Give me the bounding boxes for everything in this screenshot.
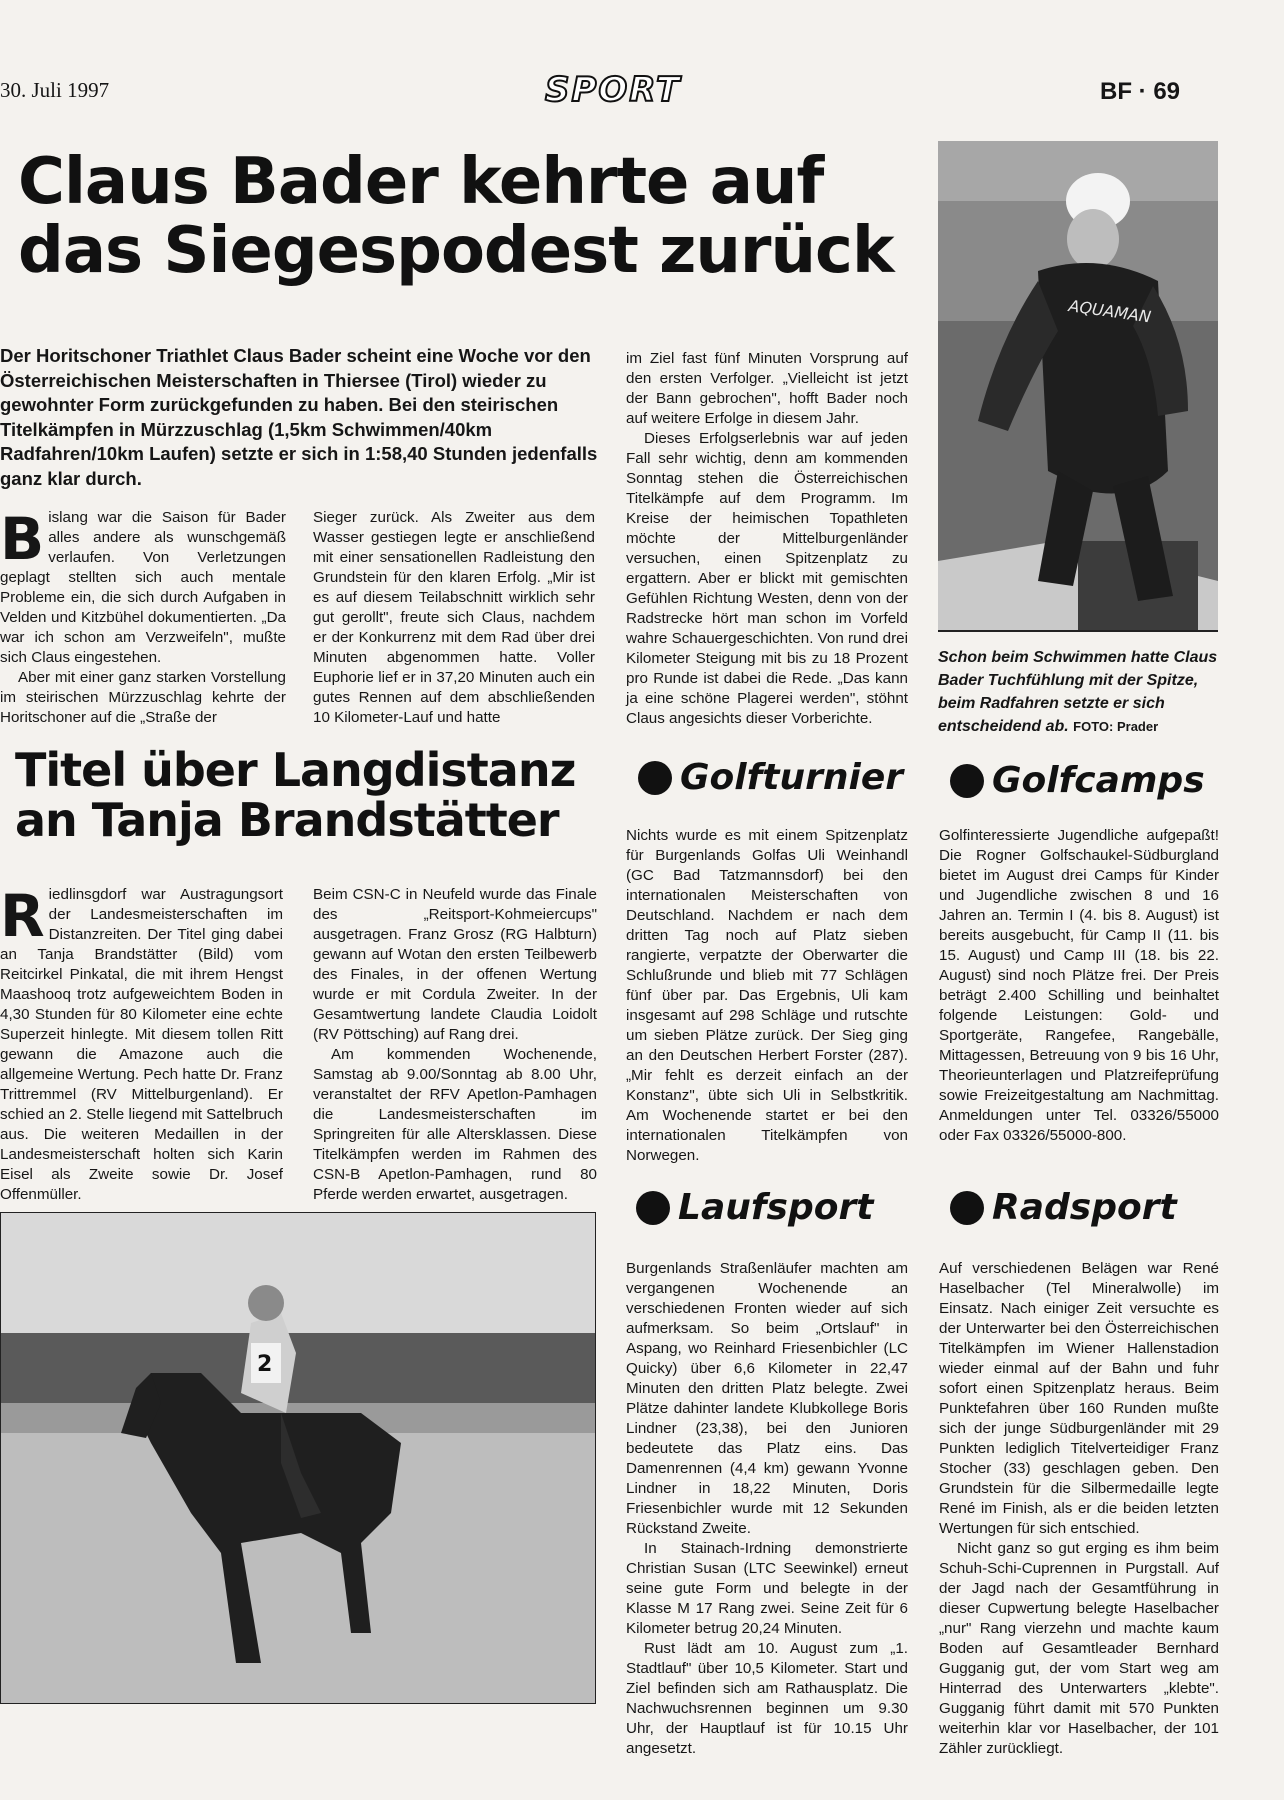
section-title: SPORT	[545, 70, 682, 110]
horse-rider-photo	[0, 1212, 596, 1704]
horse-rider-illustration	[1, 1213, 595, 1703]
bullet-icon	[950, 1191, 984, 1225]
main-headline-line1: Claus Bader kehrte auf	[18, 145, 824, 219]
main-article-paragraph: im Ziel fast fünf Minuten Vorsprung auf den ersten Verfolger. „Vielleicht ist jetzt der Bann gebrochen", hofft Bader noch auf weitere Erfolge in diesem Jahr.	[626, 350, 908, 427]
golfcamps-article	[939, 826, 1219, 1146]
main-article-paragraph: Dieses Erfolgserlebnis war auf jeden Fall sehr wichtig, denn am kommenden Sonntag stehen die Österreichischen Titelkämpfe auf dem Programm. Im Kreise der heimischen Topathleten möchte der Mittelburgenländer versuchen, einen Spitzenplatz zu ergattern. Aber er blickt mit gemischten Gefühlen Richtung Westen, denn von der Radstrecke hört man schon im Vorfeld wahre Schauergeschichten. Von rund drei Kilometer Steigung mit bis zu 18 Prozent pro Runde ist dabei die Rede. „Das kann ja eine schöne Plagerei werden", stöhnt Claus angesichts dieser Vorberichte.	[626, 430, 908, 727]
dropcap: R	[0, 882, 45, 950]
golfturnier-heading	[638, 757, 903, 798]
main-article-column-1	[0, 505, 286, 728]
golfcamps-title: Golfcamps	[992, 760, 1205, 801]
issue-date: 30. Juli 1997	[0, 78, 110, 102]
main-article-paragraph: Aber mit einer ganz starken Vorstellung im steirischen Mürzzuschlag kehrte der Horitschoner auf die „Straße der	[0, 669, 286, 726]
bullet-icon	[638, 761, 672, 795]
second-article-paragraph: iedlinsgdorf war Austragungsort der Landesmeisterschaften im Distanzreiten. Der Titel ging dabei an Tanja Brandstätter (Bild) vom Reitcirkel Pinkatal, die mit ihrem Hengst Maashooq trotz aufgeweichtem Boden in 4,30 Stunden für 80 Kilometer eine echte Superzeit hinlegte. Mit diesem tollen Ritt gewann die Amazone auch die allgemeine Wertung. Pech hatte Dr. Franz Trittremmel (RV Mittelburgenland). Er schied an 2. Stelle liegend mit Sattelbruch aus. Die weiteren Medaillen in der Landesmeisterschaft holten sich Karin Eisel als Zweite sowie Dr. Josef Offenmüller.	[0, 886, 283, 1203]
main-article-paragraph: Sieger zurück. Als Zweiter aus dem Wasser gestiegen legte er anschließend mit einer sensationellen Radleistung den Grundstein für den klaren Erfolg. „Mir ist es auf diesem Teilabschnitt wirklich sehr gut gerollt", freute sich Claus, nachdem er der Konkurrenz mit dem Rad über drei Minuten abgenommen hatte. Voller Euphorie lief er in 37,20 Minuten auch ein gutes Rennen auf dem abschließenden 10 Kilometer-Lauf und hatte	[313, 509, 595, 726]
main-article-column-2	[313, 508, 595, 728]
second-article-column-2	[313, 885, 597, 1205]
radsport-paragraph: Nicht ganz so gut erging es ihm beim Schuh-Schi-Cuprennen in Purgstall. Auf der Jagd nach der Gesamtführung in dieser Cupwertung belegte Haselbacher „nur" Rang vierzehn und machte kaum Boden auf Gesamtleader Bernhard Gugganig gut, der vom Start weg am Hinterrad des Unterwarters „klebte". Gugganig führt damit mit 570 Punkten weiterhin klar vor Haselbacher, der 101 Zähler zurückliegt.	[939, 1540, 1219, 1757]
golfturnier-text: Nichts wurde es mit einem Spitzenplatz für Burgenlands Golfas Uli Weinhandl (GC Bad Tatzmannsdorf) bei den internationalen Meisterschaften von Deutschland. Nachdem er nach dem dritten Tag noch auf Platz sieben rangierte, verpatzte der Oberwarter die Schlußrunde und blieb mit 77 Schlägen fünf über par. Das Ergebnis, Uli kam insgesamt auf 298 Schläge und rutschte um sieben Plätze zurück. Der Sieg ging an den Deutschen Herbert Forster (287). „Mir fehlt es derzeit einfach an der Konstanz", übte sich Uli in Selbstkritik. Am Wochenende startet er bei den internationalen Titelkämpfen von Norwegen.	[626, 827, 908, 1164]
main-headline	[18, 145, 918, 289]
radsport-title: Radsport	[992, 1187, 1177, 1228]
bullet-icon	[950, 764, 984, 798]
second-headline-line2: an Tanja Brandstätter	[15, 792, 559, 847]
second-article-paragraph: Am kommenden Wochenende, Samstag ab 9.00/Sonntag ab 8.00 Uhr, veranstaltet der RFV Apetlon-Pamhagen die Landesmeisterschaften im Springreiten für alle Altersklassen. Diese Titelkämpfen werden im Rahmen des CSN-B Apetlon-Pamhagen, rund 80 Pferde werden erwartet, ausgetragen.	[313, 1046, 597, 1203]
second-article-paragraph: Beim CSN-C in Neufeld wurde das Finale des „Reitsport-Kohmeiercups" ausgetragen. Franz Grosz (RG Halbturn) gewann auf Wotan den ersten Teilbewerb des Finales, in der offenen Wertung wurde er mit Cordula Zweiter. In der Gesamtwertung landete Claudia Loidolt (RV Pöttsching) auf Rang drei.	[313, 886, 597, 1043]
second-article-column-1	[0, 882, 283, 1205]
golfturnier-title: Golfturnier	[680, 757, 904, 798]
laufsport-article	[626, 1259, 908, 1759]
page-number: BF · 69	[1100, 78, 1181, 105]
laufsport-paragraph: Burgenlands Straßenläufer machten am vergangenen Wochenende an verschiedenen Fronten wieder auf sich aufmerksam. So beim „Ortslauf" in Aspang, wo Reinhard Friesenbichler (LC Quicky) über 6,6 Kilometer in 22,47 Minuten den dritten Platz belegte. Zwei Plätze dahinter landete Klubkollege Boris Lindner (23,38), bei den Junioren bedeutete das Platz eins. Das Damenrennen (4,4 km) gewann Yvonne Lindner in 18,22 Minuten, Doris Friesenbichler wurde mit 12 Sekunden Rückstand Zweite.	[626, 1260, 908, 1537]
photo-caption	[938, 646, 1228, 738]
suit-text: AQUAMAN	[1067, 296, 1153, 327]
main-article-lead: Der Horitschoner Triathlet Claus Bader scheint eine Woche vor den Österreichischen Meisterschaften in Thiersee (Tirol) wieder zu gewohnter Form zurückgefunden zu haben. Bei den steirischen Titelkämpfen in Mürzzuschlag (1,5km Schwimmen/40km Radfahren/10km Laufen) setzte er sich in 1:58,40 Stunden jedenfalls ganz klar durch.	[0, 345, 598, 489]
dropcap: B	[0, 505, 45, 573]
caption-text: Schon beim Schwimmen hatte Claus Bader Tuchfühlung mit der Spitze, beim Radfahren setzte er sich entscheidend ab.	[938, 649, 1218, 735]
photo-rule	[938, 630, 1218, 632]
rider-number: 2	[257, 1352, 273, 1377]
laufsport-paragraph: In Stainach-Irdning demonstrierte Christian Susan (LTC Seewinkel) erneut seine gute Form und belegte in der Klasse M 17 Rang zwei. Seine Zeit für 6 Kilometer betrug 20,24 Minuten.	[626, 1540, 908, 1637]
bullet-icon	[636, 1191, 670, 1225]
golfcamps-heading	[950, 760, 1205, 801]
photo-credit: FOTO: Prader	[1073, 719, 1159, 734]
radsport-heading	[950, 1187, 1177, 1228]
laufsport-heading	[636, 1187, 873, 1228]
main-article-column-3	[626, 349, 908, 729]
radsport-paragraph: Auf verschiedenen Belägen war René Haselbacher (Tel Mineralwolle) im Einsatz. Nach einiger Zeit versuchte es der Unterwarter bei den Österreichischen Titelkämpfen im Wiener Hallenstadion wieder einmal auf der Bahn und fuhr sofort einen Spitzenplatz heraus. Beim Punktefahren über 160 Runden mußte sich der junge Südburgenländer mit 29 Punkten lediglich Titelverteidiger Franz Stocher (33) geschlagen geben. Den Grundstein für die Silbermedaille legte René im Finish, als er die beiden letzten Wertungen für sich entschied.	[939, 1260, 1219, 1537]
triathlete-photo	[938, 141, 1218, 630]
main-headline-line2: das Siegespodest zurück	[18, 214, 894, 289]
laufsport-title: Laufsport	[678, 1187, 874, 1228]
triathlete-illustration	[938, 141, 1218, 630]
radsport-article	[939, 1259, 1219, 1759]
main-article-paragraph: islang war die Saison für Bader alles andere als wunschgemäß verlaufen. Von Verletzungen geplagt stellten sich auch mentale Probleme ein, die sich durch Aufgaben in Velden und Kitzbühel dokumentierten. „Da war ich schon am Verzweifeln", mußte sich Claus eingestehen.	[0, 509, 286, 666]
laufsport-paragraph: Rust lädt am 10. August zum „1. Stadtlauf" über 10,5 Kilometer. Start und Ziel befinden sich am Rathausplatz. Die Nachwuchsrennen beginnen um 9.30 Uhr, der Hauptlauf ist für 10.15 Uhr angesetzt.	[626, 1640, 908, 1757]
second-headline-line1: Titel über Langdistanz	[15, 743, 576, 797]
golfcamps-text: Golfinteressierte Jugendliche aufgepaßt! Die Rogner Golfschaukel-Südburgland bietet im August drei Camps für Kinder und Jugendliche zwischen 8 und 16 Jahren an. Termin I (4. bis 8. August) ist bereits ausgebucht, für Camp II (11. bis 15. August) und Camp III (18. bis 22. August) sind noch Plätze frei. Der Preis beträgt 2.400 Schilling und beinhaltet folgende Leistungen: Gold- und Sportgeräte, Rangefee, Rangebälle, Mittagessen, Betreuung von 9 bis 16 Uhr, Theorieunterlagen und Platzreifeprüfung sowie Freizeitgestaltung am Nachmittag. Anmeldungen unter Tel. 03326/55000 oder Fax 03326/55000-800.	[939, 827, 1219, 1144]
golfturnier-article	[626, 826, 908, 1166]
second-headline	[15, 743, 635, 847]
